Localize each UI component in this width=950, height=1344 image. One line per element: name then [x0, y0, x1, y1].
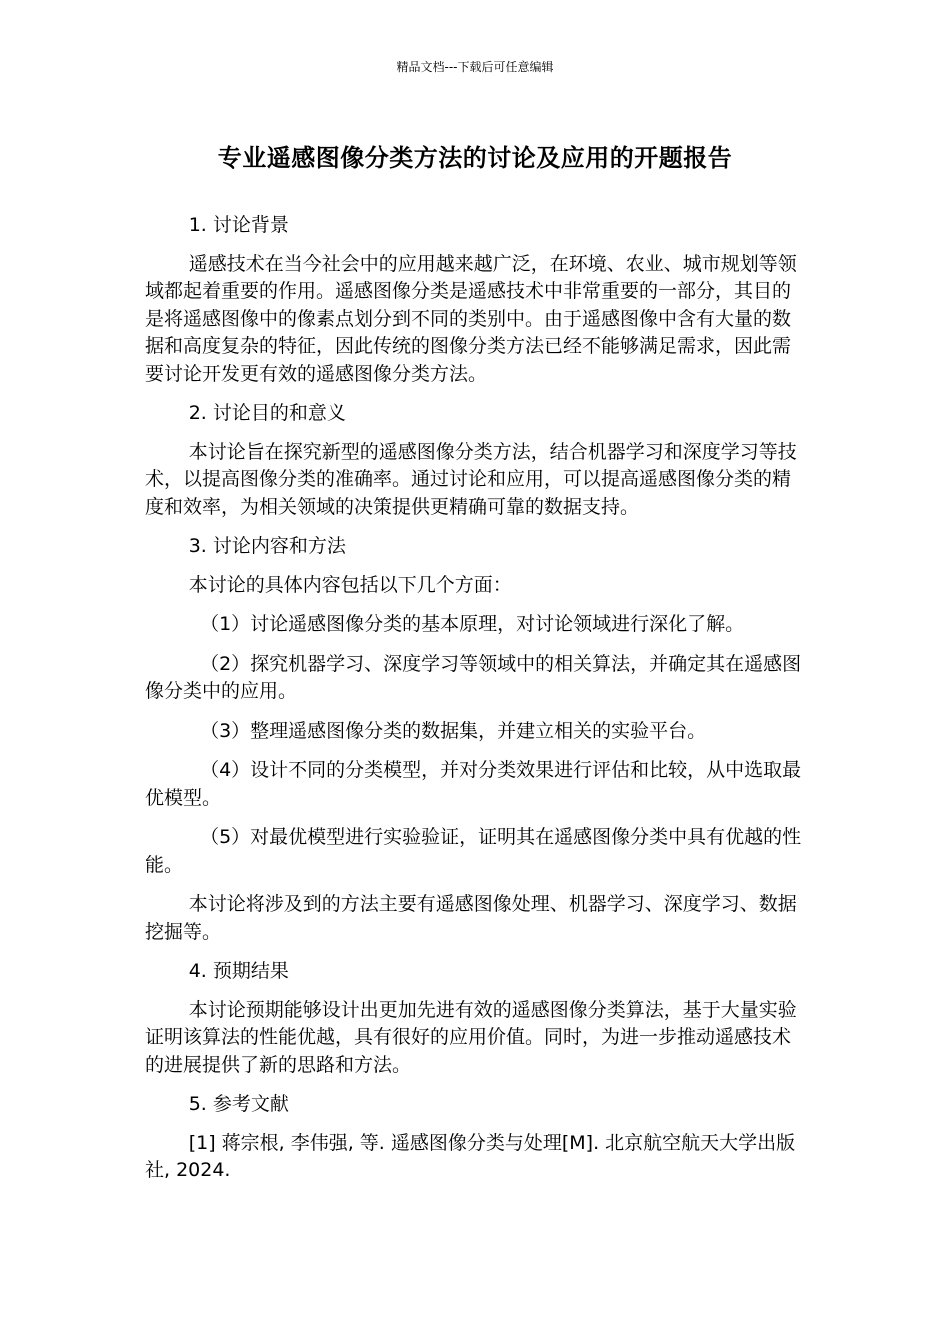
- document-title: 专业遥感图像分类方法的讨论及应用的开题报告: [217, 144, 733, 172]
- list-item: （1）讨论遥感图像分类的基本原理，对讨论领域进行深化了解。: [200, 613, 745, 635]
- reference-item: [1] 蒋宗根, 李伟强, 等. 遥感图像分类与处理[M]. 北京航空航天大学出版社, 2024.: [145, 1131, 796, 1181]
- section-3-methods: 本讨论将涉及到的方法主要有遥感图像处理、机器学习、深度学习、数据挖掘等。: [145, 893, 797, 943]
- section-4-paragraph: 本讨论预期能够设计出更加先进有效的遥感图像分类算法，基于大量实验证明该算法的性能优越，具有很好的应用价值。同时，为进一步推动遥感技术的进展提供了新的思路和方法。: [145, 998, 797, 1076]
- section-1-heading: 1. 讨论背景: [188, 214, 289, 236]
- list-item: （2）探究机器学习、深度学习等领域中的相关算法，并确定其在遥感图像分类中的应用。: [145, 652, 802, 702]
- list-item: （4）设计不同的分类模型，并对分类效果进行评估和比较，从中选取最优模型。: [145, 759, 802, 809]
- section-2-heading: 2. 讨论目的和意义: [188, 402, 346, 424]
- section-5-heading: 5. 参考文献: [188, 1093, 289, 1115]
- list-item: （3）整理遥感图像分类的数据集，并建立相关的实验平台。: [200, 719, 707, 742]
- section-3-heading: 3. 讨论内容和方法: [188, 535, 346, 557]
- section-2-paragraph: 本讨论旨在探究新型的遥感图像分类方法，结合机器学习和深度学习等技术，以提高图像分类的准确率。通过讨论和应用，可以提高遥感图像分类的精度和效率，为相关领域的决策提供更精确可靠的数据支持。: [145, 440, 797, 518]
- document-body: [145, 212, 807, 1197]
- section-4-heading: 4. 预期结果: [188, 960, 289, 982]
- section-1-paragraph: 遥感技术在当今社会中的应用越来越广泛，在环境、农业、城市规划等领域都起着重要的作用。遥感图像分类是遥感技术中非常重要的一部分，其目的是将遥感图像中的像素点划分到不同的类别中。由于遥感图像中含有大量的数据和高度复杂的特征，因此传统的图像分类方法已经不能够满足需求，因此需要讨论开发更有效的遥感图像分类方法。: [145, 252, 797, 385]
- list-item: （5）对最优模型进行实验验证，证明其在遥感图像分类中具有优越的性能。: [145, 826, 802, 876]
- section-3-intro: 本讨论的具体内容包括以下几个方面：: [188, 573, 512, 596]
- header-note: 精品文档---下载后可任意编辑: [396, 60, 554, 74]
